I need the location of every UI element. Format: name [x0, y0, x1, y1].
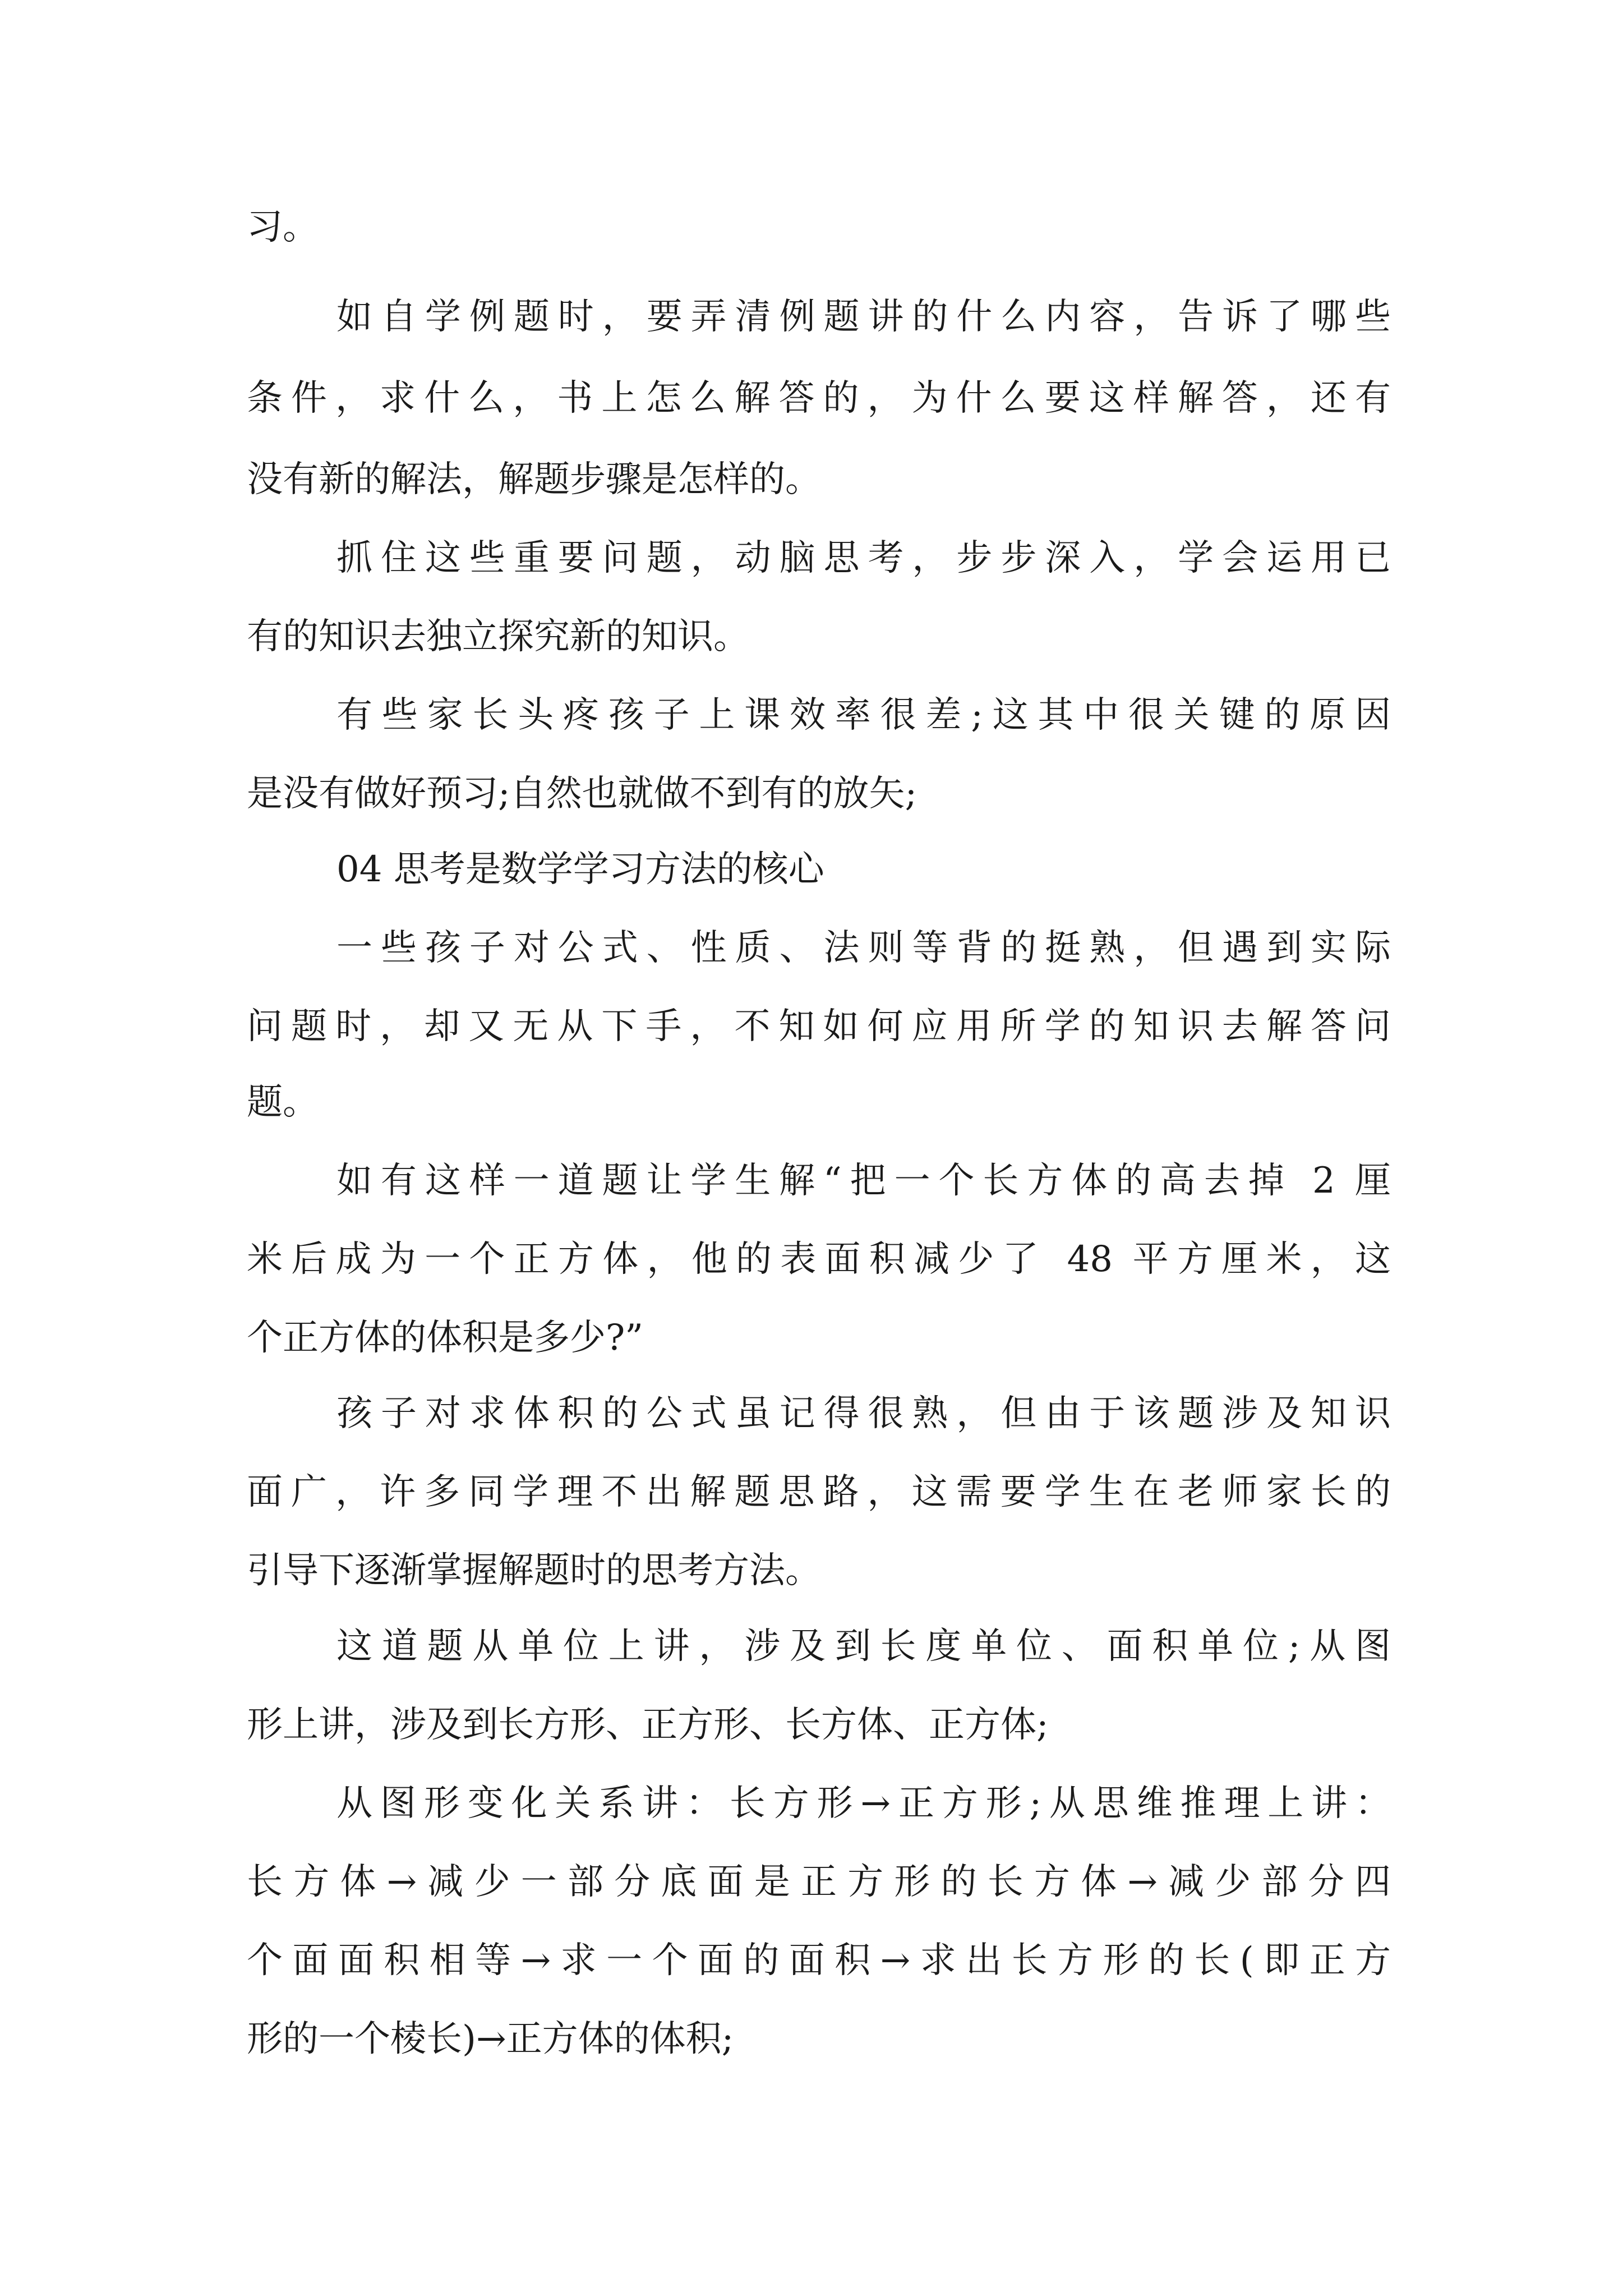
text-line: 如自学例题时，要弄清例题讲的什么内容，告诉了哪些	[336, 296, 1391, 338]
text-line: 长方体→减少一部分底面是正方形的长方体→减少部分四	[247, 1861, 1391, 1903]
text-line: 问题时，却又无从下手，不知如何应用所学的知识去解答问	[247, 1006, 1391, 1047]
text-line: 是没有做好预习;自然也就做不到有的放矢;	[247, 773, 917, 815]
text-line: 条件，求什么，书上怎么解答的，为什么要这样解答，还有	[247, 378, 1391, 419]
text-line: 面广，许多同学理不出解题思路，这需要学生在老师家长的	[247, 1471, 1391, 1513]
text-line: 形的一个棱长)→正方体的体积;	[247, 2018, 734, 2060]
text-line: 没有新的解法，解题步骤是怎样的。	[247, 459, 821, 500]
section-heading: 04 思考是数学学习方法的核心	[336, 849, 824, 890]
text-line: 这道题从单位上讲，涉及到长度单位、面积单位;从图	[336, 1626, 1391, 1667]
text-line: 从图形变化关系讲：长方形→正方形;从思维推理上讲：	[336, 1783, 1391, 1824]
text-line: 形上讲，涉及到长方形、正方形、长方体、正方体;	[247, 1704, 1049, 1746]
text-line: 如有这样一道题让学生解“把一个长方体的高去掉 2 厘	[336, 1160, 1391, 1202]
text-line: 习。	[247, 206, 319, 248]
text-line: 一些孩子对公式、性质、法则等背的挺熟，但遇到实际	[336, 927, 1391, 969]
text-line: 米后成为一个正方体，他的表面积减少了 48 平方厘米，这	[247, 1239, 1391, 1280]
text-line: 抓住这些重要问题，动脑思考，步步深入，学会运用已	[336, 537, 1391, 579]
text-line: 有的知识去独立探究新的知识。	[247, 616, 749, 657]
text-line: 题。	[247, 1082, 319, 1123]
text-line: 有些家长头疼孩子上课效率很差;这其中很关键的原因	[336, 694, 1391, 736]
text-line: 个正方体的体积是多少?”	[247, 1317, 644, 1359]
text-line: 个面面积相等→求一个面的面积→求出长方形的长(即正方	[247, 1940, 1391, 1981]
text-line: 孩子对求体积的公式虽记得很熟，但由于该题涉及知识	[336, 1393, 1391, 1434]
text-line: 引导下逐渐掌握解题时的思考方法。	[247, 1550, 821, 1591]
